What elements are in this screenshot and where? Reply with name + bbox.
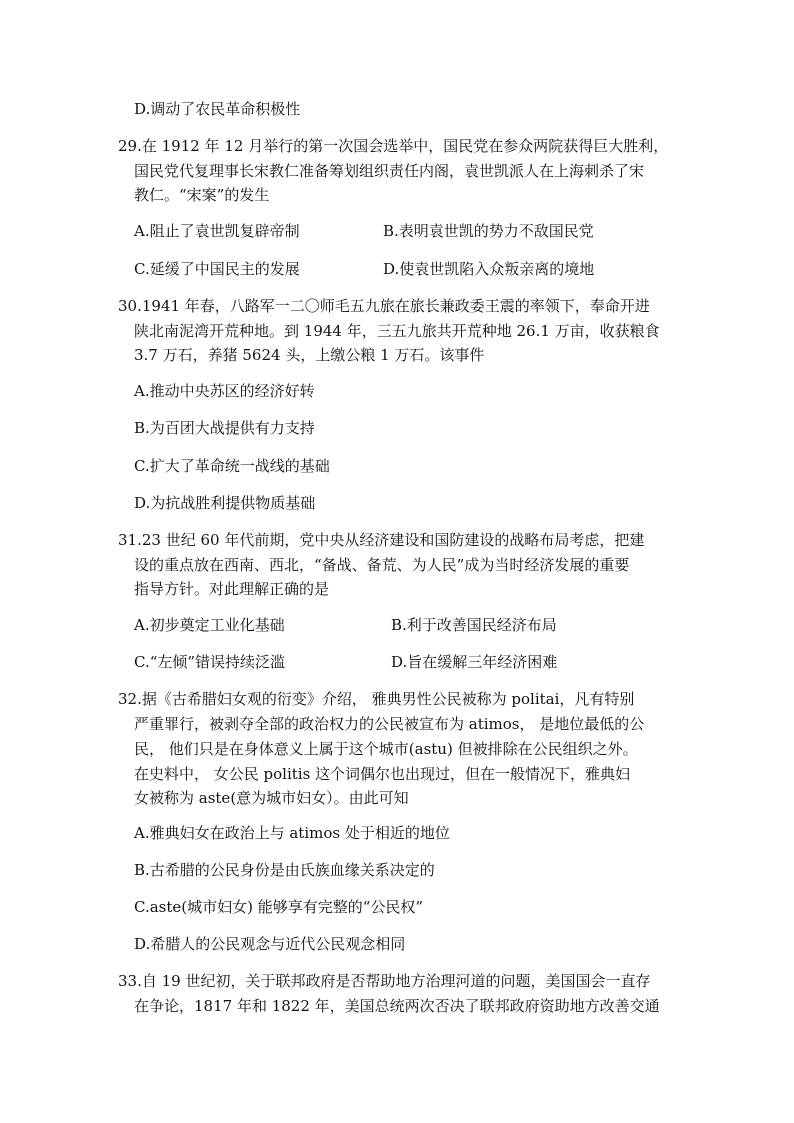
- q32-option-d: D.希腊人的公民观念与近代公民观念相同: [134, 935, 406, 953]
- q29-stem-line-3: 教仁。“宋案”的发生: [134, 186, 270, 204]
- q32-option-b: B.古希腊的公民身份是由氏族血缘关系决定的: [134, 861, 435, 879]
- q29-option-b: B.表明袁世凯的势力不敌国民党: [383, 222, 594, 240]
- q32-option-c: C.aste(城市妇女) 能够享有完整的“公民权”: [134, 898, 424, 916]
- q32-stem-line-1: 32.据《古希腊妇女观的衍变》介绍， 雅典男性公民被称为 politai，凡有特别: [118, 690, 635, 708]
- q31-option-c: C.“左倾”错误持续泛滥: [134, 653, 286, 671]
- q31-stem-line-2: 设的重点放在西南、西北，“备战、备荒、为人民”成为当时经济发展的重要: [134, 556, 630, 574]
- q29-option-a: A.阻止了袁世凯复辟帝制: [134, 222, 300, 240]
- q30-stem-line-2: 陕北南泥湾开荒种地。到 1944 年，三五九旅共开荒种地 26.1 万亩，收获粮食: [134, 322, 660, 340]
- q31-option-b: B.利于改善国民经济布局: [391, 616, 557, 634]
- q29-stem-line-1: 29.在 1912 年 12 月举行的第一次国会选举中，国民党在参众两院获得巨大胜利，: [118, 137, 669, 155]
- q32-stem-line-5: 女被称为 aste(意为城市妇女）。由此可知: [134, 789, 409, 807]
- q32-option-a: A.雅典妇女在政治上与 atimos 处于相近的地位: [134, 824, 450, 842]
- q30-option-c: C.扩大了革命统一战线的基础: [134, 457, 330, 475]
- q30-stem-line-3: 3.7 万石，养猪 5624 头，上缴公粮 1 万石。该事件: [134, 346, 485, 364]
- q32-stem-line-2: 严重罪行，被剥夺全部的政治权力的公民被宣布为 atimos， 是地位最低的公: [134, 715, 645, 733]
- q30-option-d: D.为抗战胜利提供物质基础: [134, 494, 316, 512]
- q29-stem-line-2: 国民党代复理事长宋教仁准备筹划组织责任内阁，袁世凯派人在上海刺杀了宋: [134, 162, 645, 180]
- q33-stem-line-2: 在争论，1817 年和 1822 年，美国总统两次否决了联邦政府资助地方改善交通: [134, 997, 660, 1015]
- q31-stem-line-3: 指导方针。对此理解正确的是: [134, 580, 330, 598]
- q29-option-d: D.使袁世凯陷入众叛亲离的境地: [383, 260, 595, 278]
- q30-option-b: B.为百团大战提供有力支持: [134, 419, 315, 437]
- q33-stem-line-1: 33.自 19 世纪初，关于联邦政府是否帮助地方治理河道的问题，美国国会一直存: [118, 972, 651, 990]
- q31-option-d: D.旨在缓解三年经济困难: [391, 653, 558, 671]
- q32-stem-line-3: 民， 他们只是在身体意义上属于这个城市(astu) 但被排除在公民组织之外。: [134, 740, 638, 758]
- q29-option-c: C.延缓了中国民主的发展: [134, 260, 300, 278]
- q31-option-a: A.初步奠定工业化基础: [134, 616, 285, 634]
- q30-option-a: A.推动中央苏区的经济好转: [134, 382, 315, 400]
- q28-option-d: D.调动了农民革命积极性: [134, 100, 301, 118]
- q31-stem-line-1: 31.23 世纪 60 年代前期，党中央从经济建设和国防建设的战略布局考虑，把建: [118, 531, 645, 549]
- q32-stem-line-4: 在史料中， 女公民 politis 这个词偶尔也出现过，但在一般情况下，雅典妇: [134, 765, 631, 783]
- q30-stem-line-1: 30.1941 年春，八路军一二〇师毛五九旅在旅长兼政委王震的率领下，奉命开进: [118, 297, 650, 315]
